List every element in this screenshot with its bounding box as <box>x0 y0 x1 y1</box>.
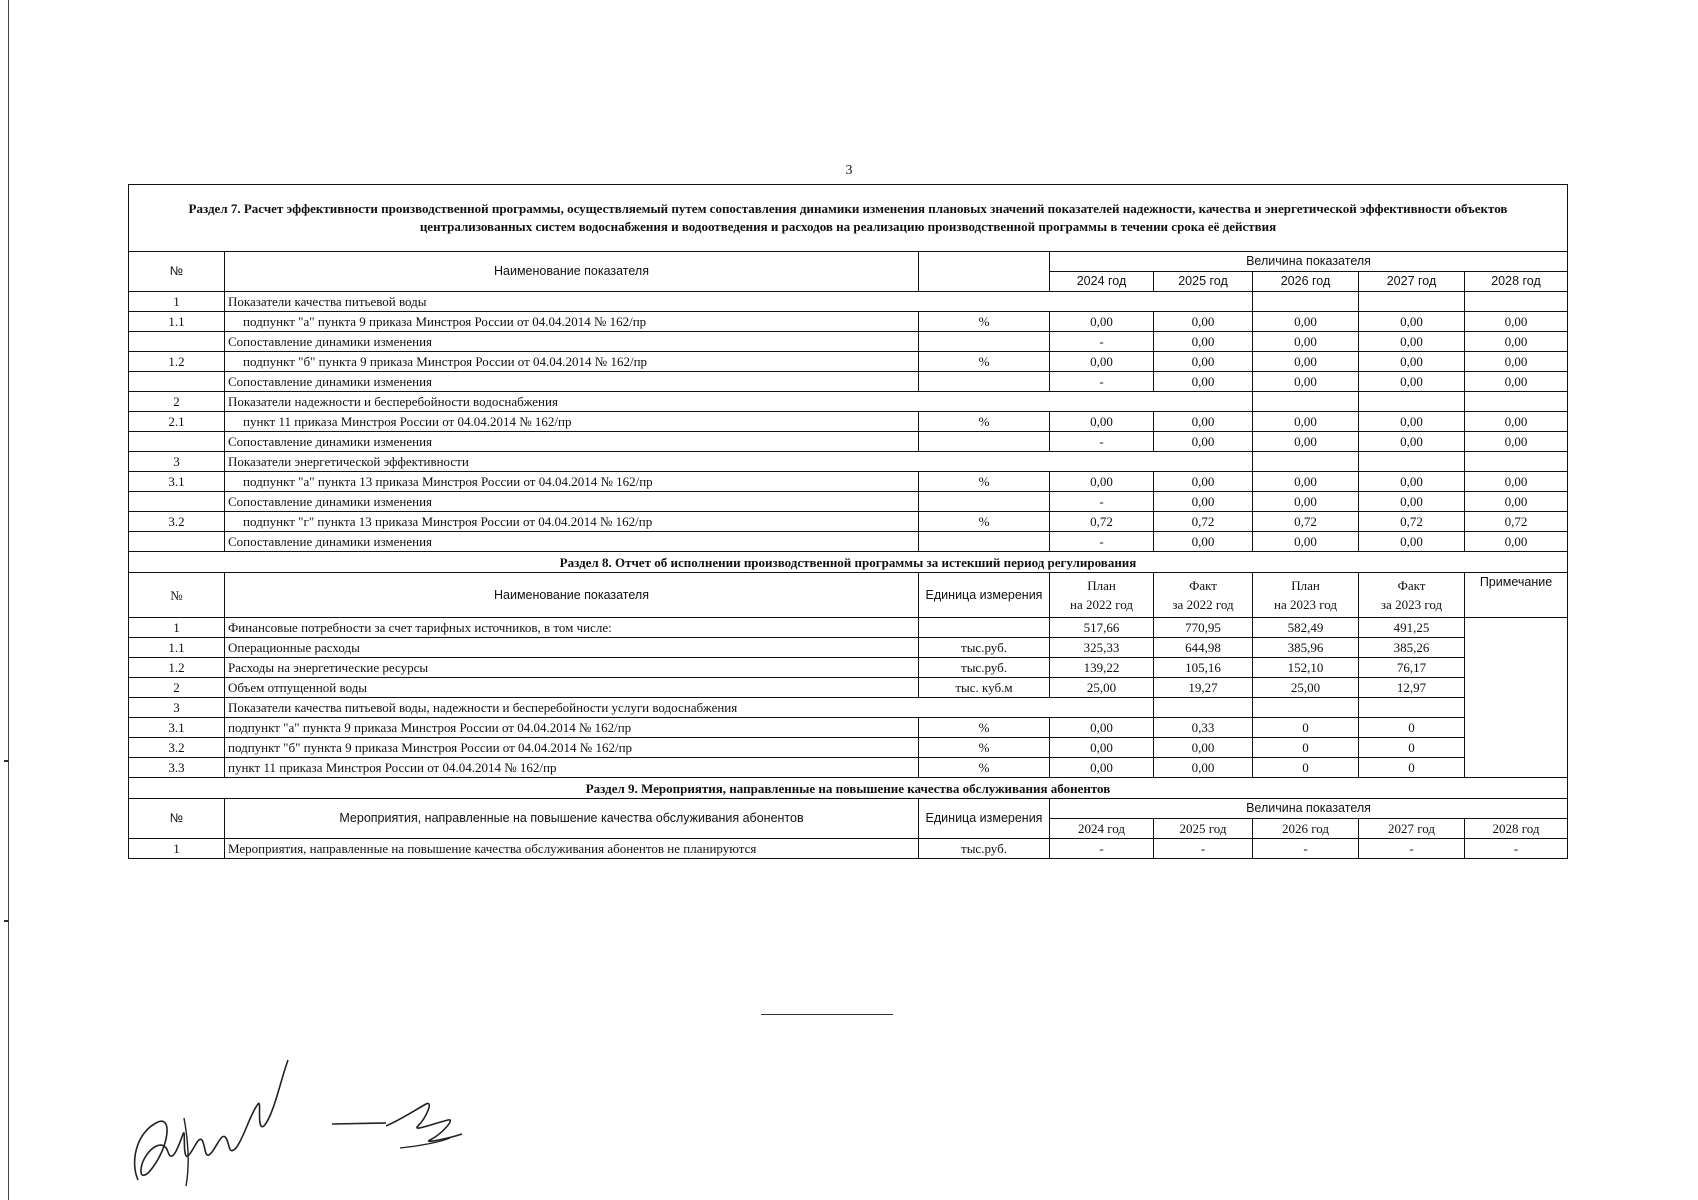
row-unit: тыс.руб. <box>919 638 1050 658</box>
signature-2 <box>330 1090 480 1160</box>
col-header-no: № <box>129 799 225 839</box>
row-value: 0 <box>1359 758 1465 778</box>
cell <box>1359 698 1465 718</box>
row-value: 0,72 <box>1465 512 1568 532</box>
row-number: 3 <box>129 452 225 472</box>
cell <box>1253 698 1359 718</box>
row-value: 582,49 <box>1253 618 1359 638</box>
section-9-title: Раздел 9. Мероприятия, направленные на повышение качества обслуживания абонентов <box>129 778 1568 799</box>
col-header-no: № <box>129 573 225 618</box>
table-row-comparison <box>129 492 1568 512</box>
row-number: 1.1 <box>129 638 225 658</box>
row-name: Сопоставление динамики изменения <box>225 432 919 452</box>
row-number: 1.1 <box>129 312 225 332</box>
row-value: 0,00 <box>1359 532 1465 552</box>
row-number: 1.2 <box>129 658 225 678</box>
header-line: План <box>1087 578 1116 593</box>
table-row <box>129 718 1568 738</box>
row-unit <box>919 532 1050 552</box>
row-value: 385,96 <box>1253 638 1359 658</box>
row-value: 0,00 <box>1465 532 1568 552</box>
row-unit <box>919 372 1050 392</box>
row-value: 0,00 <box>1465 312 1568 332</box>
row-value: 0,00 <box>1359 432 1465 452</box>
row-value: 0,00 <box>1465 352 1568 372</box>
row-name: подпункт "г" пункта 13 приказа Минстроя России от 04.04.2014 № 162/пр <box>225 512 919 532</box>
row-number <box>129 492 225 512</box>
section-7-header-row <box>129 252 1568 272</box>
row-value: 0,00 <box>1050 758 1154 778</box>
row-name: Финансовые потребности за счет тарифных источников, в том числе: <box>225 618 919 638</box>
row-unit: % <box>919 412 1050 432</box>
header-line: за 2022 год <box>1172 597 1234 612</box>
col-header-year: 2024 год <box>1050 819 1154 839</box>
header-line: на 2022 год <box>1070 597 1133 612</box>
row-value: 0,00 <box>1465 372 1568 392</box>
row-unit <box>919 492 1050 512</box>
row-value: 0,00 <box>1154 312 1253 332</box>
row-value: 0,72 <box>1359 512 1465 532</box>
row-name: Сопоставление динамики изменения <box>225 372 919 392</box>
table-row <box>129 352 1568 372</box>
row-number <box>129 432 225 452</box>
table-row-comparison <box>129 532 1568 552</box>
row-value: 0 <box>1359 738 1465 758</box>
row-name: Мероприятия, направленные на повышение качества обслуживания абонентов не планируются <box>225 839 919 859</box>
row-value: 0,00 <box>1154 412 1253 432</box>
col-header-unit: Единица измерения <box>919 799 1050 839</box>
table-row <box>129 412 1568 432</box>
row-value: 491,25 <box>1359 618 1465 638</box>
row-name: Операционные расходы <box>225 638 919 658</box>
table-row <box>129 738 1568 758</box>
table-row <box>129 698 1568 718</box>
row-value: 105,16 <box>1154 658 1253 678</box>
table-row <box>129 618 1568 638</box>
cell <box>1253 452 1359 472</box>
table-row <box>129 678 1568 698</box>
col-header-year: 2025 год <box>1154 819 1253 839</box>
row-value: 0,00 <box>1253 532 1359 552</box>
row-value: 0,00 <box>1050 352 1154 372</box>
col-header-year: 2025 год <box>1154 272 1253 292</box>
row-unit: тыс. куб.м <box>919 678 1050 698</box>
row-value: 0,00 <box>1253 372 1359 392</box>
section-8-title: Раздел 8. Отчет об исполнении производственной программы за истекший период регулирования <box>129 552 1568 573</box>
table-row <box>129 512 1568 532</box>
row-value: 0,00 <box>1253 472 1359 492</box>
cell <box>1359 292 1465 312</box>
row-name: Объем отпущенной воды <box>225 678 919 698</box>
row-name: подпункт "б" пункта 9 приказа Минстроя России от 04.04.2014 № 162/пр <box>225 352 919 372</box>
row-value: 25,00 <box>1050 678 1154 698</box>
col-header-year: 2026 год <box>1253 272 1359 292</box>
cell <box>1359 452 1465 472</box>
row-unit: % <box>919 352 1050 372</box>
col-header-year: 2026 год <box>1253 819 1359 839</box>
row-unit: тыс.руб. <box>919 658 1050 678</box>
row-value: 25,00 <box>1253 678 1359 698</box>
row-unit: % <box>919 738 1050 758</box>
row-value: - <box>1465 839 1568 859</box>
row-value: 0 <box>1359 718 1465 738</box>
row-value: 0,72 <box>1154 512 1253 532</box>
row-group-name: Показатели надежности и бесперебойности водоснабжения <box>225 392 1253 412</box>
table-row-group <box>129 292 1568 312</box>
col-header-no: № <box>129 252 225 292</box>
section-7-title: Раздел 7. Расчет эффективности производственной программы, осуществляемый путем сопоставления динамики изменения плановых значений показателей надежности, качества и энергетической эффективности объектов централизованных систем водоснабжения и водоотведения и расходов на реализацию производственной программы в течении срока её действия <box>129 185 1568 252</box>
cell <box>1465 452 1568 472</box>
col-header-period <box>1050 573 1154 618</box>
row-value: 385,26 <box>1359 638 1465 658</box>
row-group-name: Показатели энергетической эффективности <box>225 452 1253 472</box>
col-header-year: 2024 год <box>1050 272 1154 292</box>
row-value: 0,00 <box>1253 492 1359 512</box>
row-value: 0 <box>1253 738 1359 758</box>
row-value: 0,00 <box>1253 412 1359 432</box>
row-value: 0,00 <box>1050 312 1154 332</box>
col-header-value-group: Величина показателя <box>1050 252 1568 272</box>
row-number: 3.2 <box>129 512 225 532</box>
row-name: Сопоставление динамики изменения <box>225 332 919 352</box>
col-header-name: Наименование показателя <box>225 573 919 618</box>
row-value: 0,00 <box>1154 472 1253 492</box>
row-name: Сопоставление динамики изменения <box>225 492 919 512</box>
section-7-title-row <box>129 185 1568 252</box>
col-header-period <box>1253 573 1359 618</box>
row-unit <box>919 432 1050 452</box>
row-value: 0,00 <box>1465 432 1568 452</box>
edge-mark <box>4 920 9 922</box>
row-name: подпункт "а" пункта 9 приказа Минстроя России от 04.04.2014 № 162/пр <box>225 312 919 332</box>
row-number: 3.2 <box>129 738 225 758</box>
row-number: 2 <box>129 678 225 698</box>
col-header-value-group: Величина показателя <box>1050 799 1568 819</box>
row-unit: % <box>919 718 1050 738</box>
table-row <box>129 658 1568 678</box>
row-unit: % <box>919 512 1050 532</box>
row-value: 0,00 <box>1154 532 1253 552</box>
table-row <box>129 839 1568 859</box>
row-value: - <box>1050 839 1154 859</box>
signature-1 <box>128 1052 303 1192</box>
row-name: Расходы на энергетические ресурсы <box>225 658 919 678</box>
row-unit <box>919 332 1050 352</box>
row-value: 152,10 <box>1253 658 1359 678</box>
row-unit: % <box>919 472 1050 492</box>
cell <box>1253 292 1359 312</box>
section-8-header-row <box>129 573 1568 618</box>
row-value: 0,00 <box>1050 412 1154 432</box>
cell <box>1465 392 1568 412</box>
row-value: 644,98 <box>1154 638 1253 658</box>
col-header-name: Мероприятия, направленные на повышение качества обслуживания абонентов <box>225 799 919 839</box>
row-value: 0,00 <box>1253 332 1359 352</box>
page-number: 3 <box>845 163 853 178</box>
row-value: 12,97 <box>1359 678 1465 698</box>
row-value: 0,00 <box>1050 718 1154 738</box>
row-value: 0,00 <box>1253 352 1359 372</box>
col-header-year: 2028 год <box>1465 819 1568 839</box>
row-name: пункт 11 приказа Минстроя России от 04.04.2014 № 162/пр <box>225 758 919 778</box>
row-value: 19,27 <box>1154 678 1253 698</box>
cell <box>1253 392 1359 412</box>
row-number: 3.3 <box>129 758 225 778</box>
table-row <box>129 638 1568 658</box>
page-edge-line <box>8 0 9 1200</box>
row-name: Сопоставление динамики изменения <box>225 532 919 552</box>
header-line: Факт <box>1397 578 1426 593</box>
row-number <box>129 372 225 392</box>
row-value: - <box>1050 432 1154 452</box>
row-value: 0,00 <box>1465 492 1568 512</box>
row-value: 0,00 <box>1154 758 1253 778</box>
row-value: 0,00 <box>1359 492 1465 512</box>
table-row-comparison <box>129 372 1568 392</box>
row-value: 0,00 <box>1154 738 1253 758</box>
row-value: 770,95 <box>1154 618 1253 638</box>
table-row-comparison <box>129 332 1568 352</box>
row-number: 1 <box>129 292 225 312</box>
col-header-year: 2027 год <box>1359 272 1465 292</box>
row-unit: тыс.руб. <box>919 839 1050 859</box>
row-value: - <box>1050 332 1154 352</box>
table-row <box>129 758 1568 778</box>
section-8-title-row <box>129 552 1568 573</box>
row-name: подпункт "б" пункта 9 приказа Минстроя России от 04.04.2014 № 162/пр <box>225 738 919 758</box>
row-value: 0,00 <box>1359 312 1465 332</box>
row-value: 0,00 <box>1465 412 1568 432</box>
separator-line <box>761 1014 893 1015</box>
row-number <box>129 532 225 552</box>
row-value: 0,00 <box>1359 412 1465 432</box>
edge-mark <box>4 760 9 762</box>
table-row <box>129 312 1568 332</box>
row-number: 1 <box>129 839 225 859</box>
row-group-name: Показатели качества питьевой воды <box>225 292 1253 312</box>
row-value: 76,17 <box>1359 658 1465 678</box>
row-number: 2 <box>129 392 225 412</box>
row-value: 0,00 <box>1359 332 1465 352</box>
col-header-year: 2028 год <box>1465 272 1568 292</box>
section-9-header-row <box>129 799 1568 819</box>
header-line: План <box>1291 578 1320 593</box>
row-value: 325,33 <box>1050 638 1154 658</box>
row-number: 2.1 <box>129 412 225 432</box>
row-number: 1.2 <box>129 352 225 372</box>
row-value: 0,00 <box>1359 372 1465 392</box>
row-value: 0,00 <box>1253 432 1359 452</box>
col-header-period <box>1359 573 1465 618</box>
row-value: - <box>1253 839 1359 859</box>
row-value: 0,00 <box>1154 372 1253 392</box>
row-value: 0,00 <box>1465 472 1568 492</box>
row-number: 3.1 <box>129 718 225 738</box>
col-header-note: Примечание <box>1465 573 1568 618</box>
document-table <box>128 184 1568 859</box>
row-value: 0,00 <box>1154 432 1253 452</box>
row-number: 3 <box>129 698 225 718</box>
col-header-year: 2027 год <box>1359 819 1465 839</box>
row-value: - <box>1359 839 1465 859</box>
section-9-title-row <box>129 778 1568 799</box>
row-value: - <box>1050 372 1154 392</box>
row-value: 139,22 <box>1050 658 1154 678</box>
row-number <box>129 332 225 352</box>
row-unit: % <box>919 312 1050 332</box>
row-number: 3.1 <box>129 472 225 492</box>
row-unit <box>919 618 1050 638</box>
table-row <box>129 472 1568 492</box>
header-line: на 2023 год <box>1274 597 1337 612</box>
row-value: 0 <box>1253 758 1359 778</box>
table-row-group <box>129 392 1568 412</box>
cell <box>1154 698 1253 718</box>
row-value: 0,00 <box>1050 472 1154 492</box>
row-name: подпункт "а" пункта 13 приказа Минстроя России от 04.04.2014 № 162/пр <box>225 472 919 492</box>
row-value: 0,00 <box>1154 332 1253 352</box>
col-header-unit <box>919 252 1050 292</box>
row-value: 0,00 <box>1359 472 1465 492</box>
row-value: - <box>1050 492 1154 512</box>
col-header-name: Наименование показателя <box>225 252 919 292</box>
row-value: 0 <box>1253 718 1359 738</box>
row-name: пункт 11 приказа Минстроя России от 04.04.2014 № 162/пр <box>225 412 919 432</box>
header-line: за 2023 год <box>1380 597 1443 612</box>
row-value: 0,00 <box>1050 738 1154 758</box>
col-header-period <box>1154 573 1253 618</box>
cell <box>1359 392 1465 412</box>
row-group-name: Показатели качества питьевой воды, надежности и бесперебойности услуги водоснабжения <box>225 698 1154 718</box>
row-value: 0,00 <box>1359 352 1465 372</box>
row-value: 0,00 <box>1465 332 1568 352</box>
row-value: 0,72 <box>1253 512 1359 532</box>
table-row-group <box>129 452 1568 472</box>
note-cell <box>1465 618 1568 778</box>
header-line: Факт <box>1189 578 1217 593</box>
col-header-unit: Единица измерения <box>919 573 1050 618</box>
row-value: - <box>1154 839 1253 859</box>
row-value: 517,66 <box>1050 618 1154 638</box>
row-name: подпункт "а" пункта 9 приказа Минстроя России от 04.04.2014 № 162/пр <box>225 718 919 738</box>
row-value: 0,00 <box>1154 492 1253 512</box>
row-unit: % <box>919 758 1050 778</box>
row-value: 0,00 <box>1253 312 1359 332</box>
cell <box>1465 292 1568 312</box>
row-value: 0,33 <box>1154 718 1253 738</box>
row-value: 0,72 <box>1050 512 1154 532</box>
row-number: 1 <box>129 618 225 638</box>
row-value: - <box>1050 532 1154 552</box>
row-value: 0,00 <box>1154 352 1253 372</box>
table-row-comparison <box>129 432 1568 452</box>
